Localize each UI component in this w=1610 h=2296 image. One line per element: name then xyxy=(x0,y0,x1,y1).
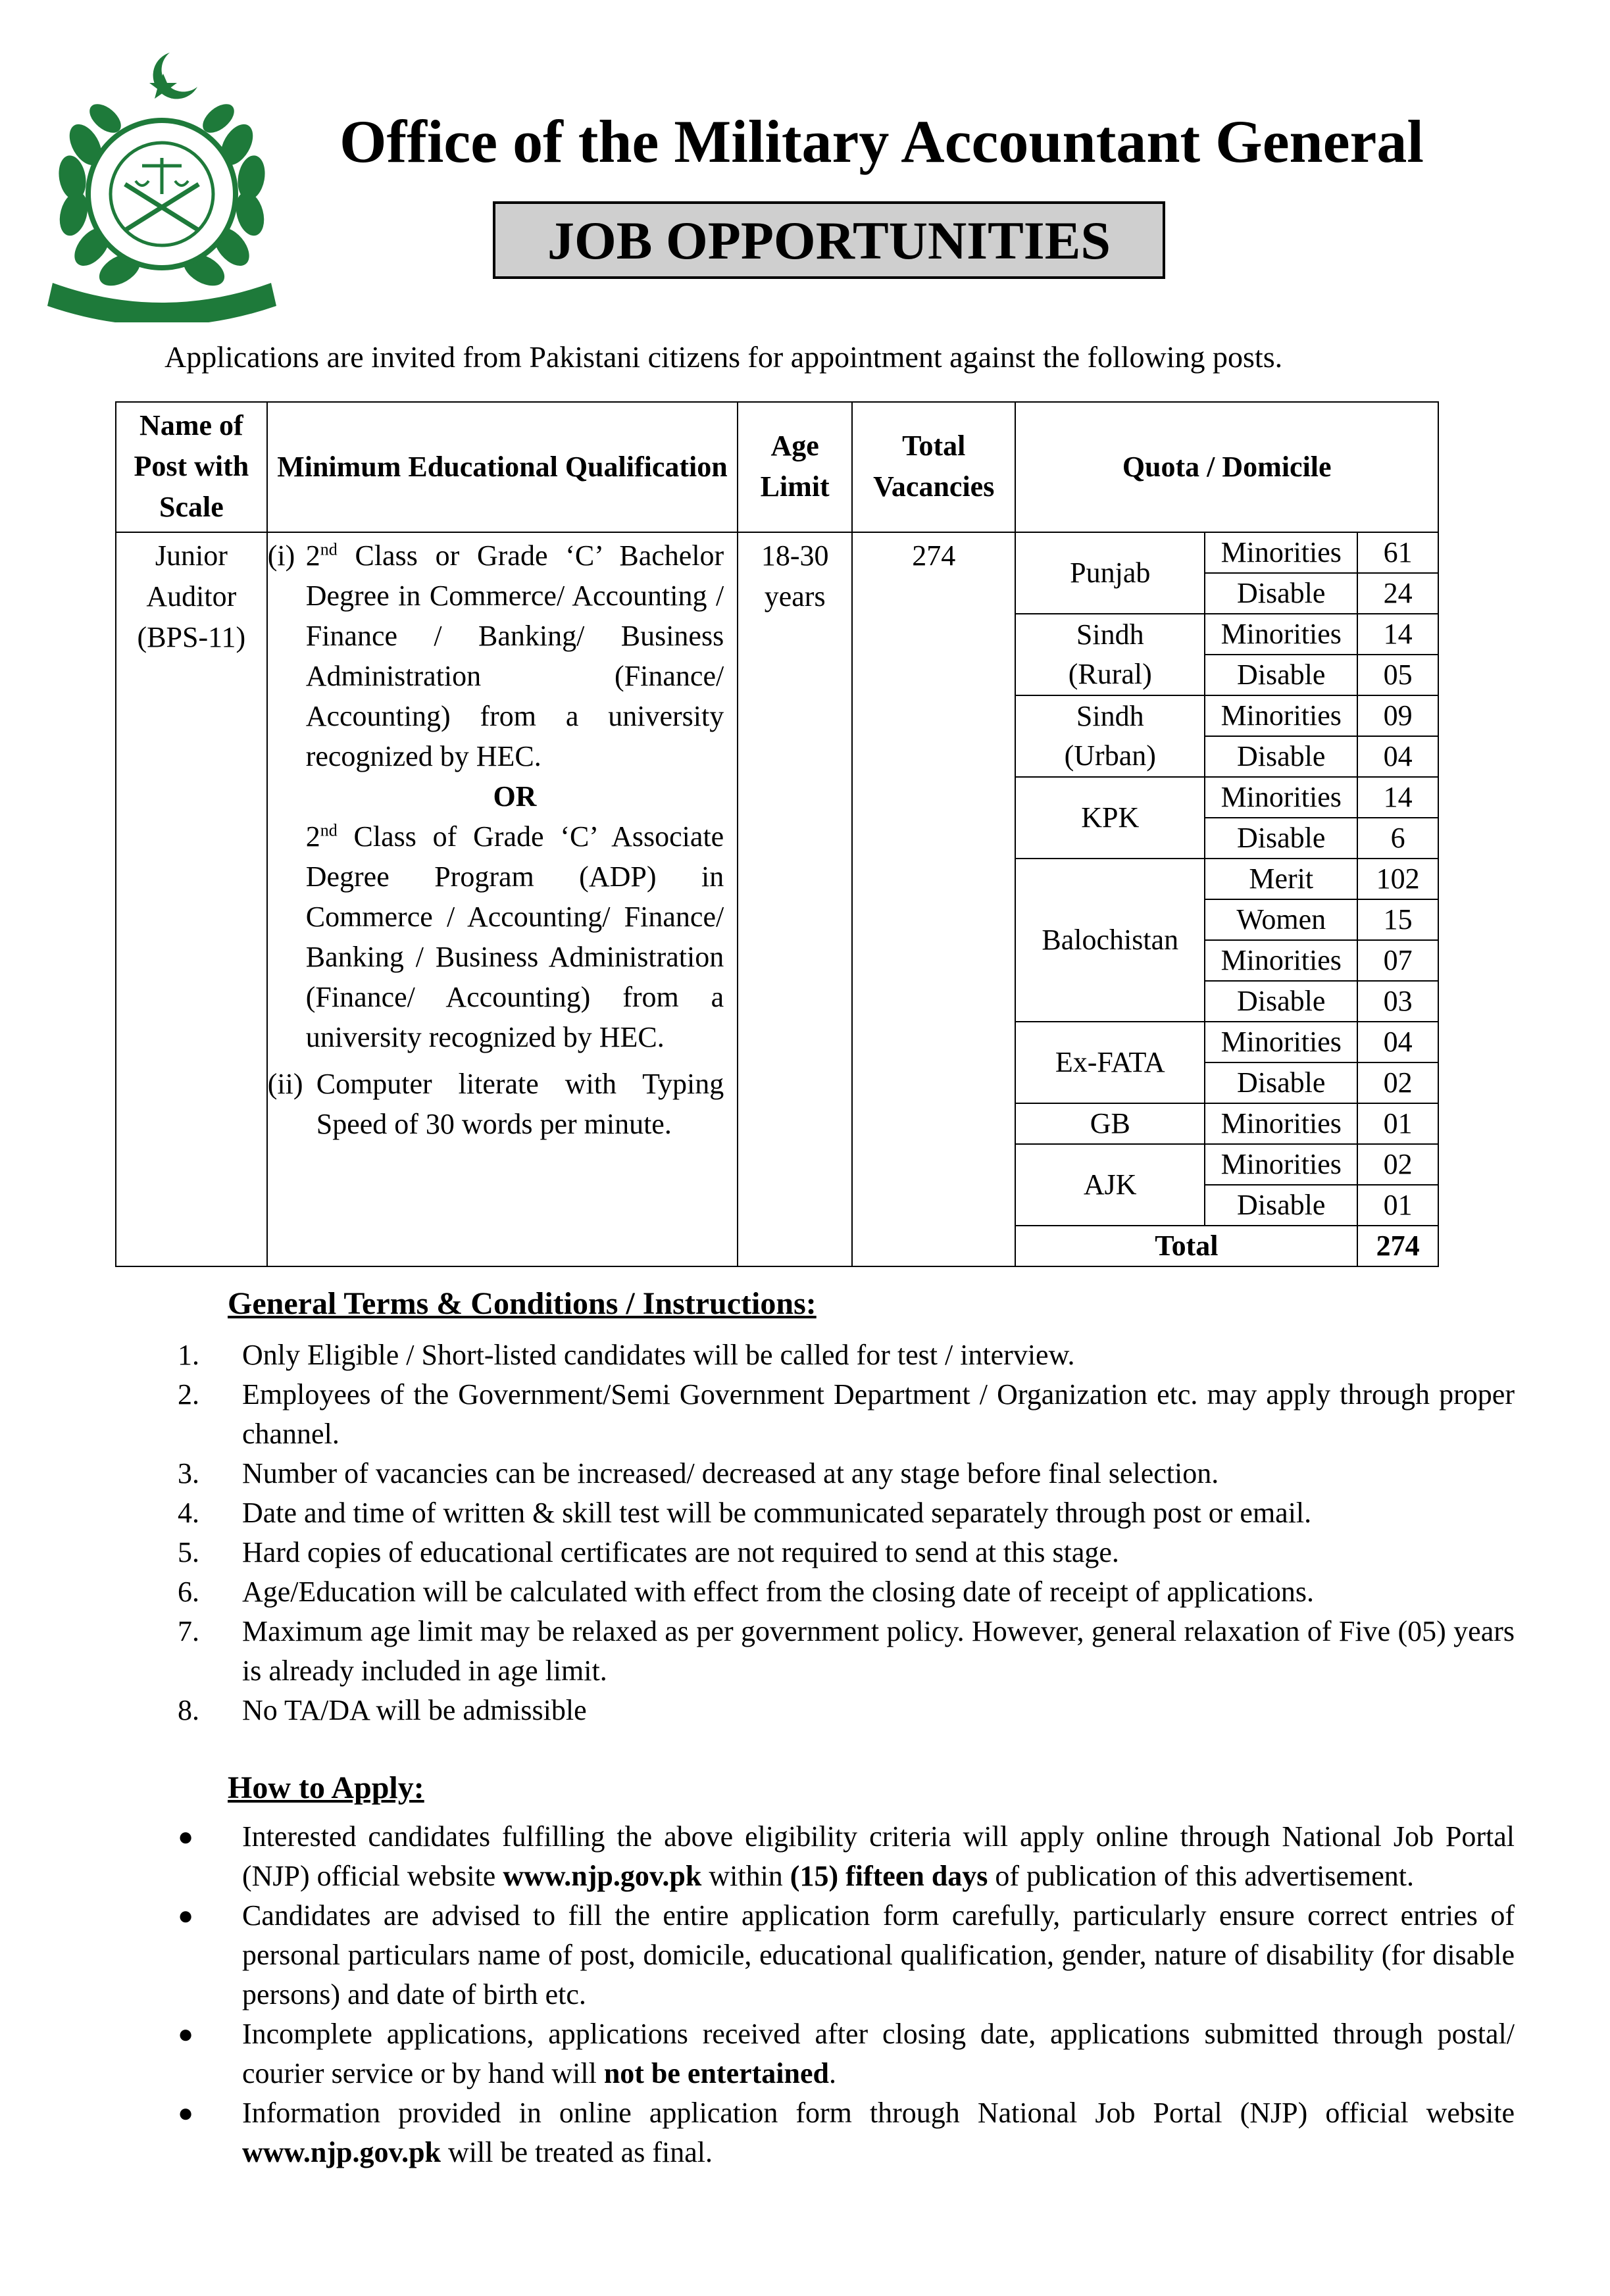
quota-total-value: 274 xyxy=(1357,1226,1438,1266)
list-item: 1. Only Eligible / Short-listed candidates will be called for test / interview. xyxy=(178,1339,1075,1371)
quota-count: 02 xyxy=(1357,1062,1438,1103)
qualification-or: OR xyxy=(493,780,537,812)
quota-row xyxy=(1016,695,1438,736)
quota-region: Punjab xyxy=(1016,533,1205,614)
njp-website-link[interactable]: www.njp.gov.pk xyxy=(242,2136,441,2168)
header-age: Age Limit xyxy=(738,402,852,532)
quota-count: 03 xyxy=(1357,981,1438,1022)
quota-category: Minorities xyxy=(1205,614,1357,655)
list-item: 3. Number of vacancies can be increased/ decreased at any stage before final selection. xyxy=(178,1457,1219,1489)
njp-website-link[interactable]: www.njp.gov.pk xyxy=(503,1860,702,1892)
quota-region: Sindh (Urban) xyxy=(1016,695,1205,777)
quota-total-row xyxy=(1016,1226,1438,1266)
list-item: 2. Employees of the Government/Semi Government Department / Organization etc. may apply through proper channel. xyxy=(178,1378,1515,1450)
quota-category: Minorities xyxy=(1205,533,1357,573)
quota-count: 04 xyxy=(1357,736,1438,777)
quota-count: 02 xyxy=(1357,1144,1438,1185)
quota-category: Minorities xyxy=(1205,940,1357,981)
quota-row xyxy=(1016,1103,1438,1144)
post-name: Junior Auditor (BPS-11) xyxy=(116,532,267,1266)
header-qualification: Minimum Educational Qualification xyxy=(267,402,738,532)
job-opportunities-banner: JOB OPPORTUNITIES xyxy=(493,201,1165,279)
page-title: Office of the Military Accountant General xyxy=(340,108,1424,175)
apply-list xyxy=(178,1817,1515,2172)
quota-count: 01 xyxy=(1357,1103,1438,1144)
quota-table xyxy=(1016,533,1438,1266)
quota-region: Sindh (Rural) xyxy=(1016,614,1205,695)
list-item: 5. Hard copies of educational certificates are not required to send at this stage. xyxy=(178,1536,1119,1568)
quota-region: GB xyxy=(1016,1103,1205,1144)
terms-heading: General Terms & Conditions / Instructions: xyxy=(228,1286,817,1321)
quota-category: Disable xyxy=(1205,573,1357,614)
quota-category: Merit xyxy=(1205,859,1357,899)
quota-category: Disable xyxy=(1205,1185,1357,1226)
quota-count: 09 xyxy=(1357,695,1438,736)
bullet-icon: ● xyxy=(178,1822,194,1851)
bullet-icon: ● xyxy=(178,1901,194,1930)
quota-count: 05 xyxy=(1357,655,1438,695)
quota-category: Minorities xyxy=(1205,1144,1357,1185)
list-item: 8. No TA/DA will be admissible xyxy=(178,1694,587,1726)
intro-text: Applications are invited from Pakistani citizens for appointment against the following posts. xyxy=(164,340,1283,374)
terms-list xyxy=(178,1335,1515,1730)
quota-count: 07 xyxy=(1357,940,1438,981)
quota-count: 14 xyxy=(1357,777,1438,818)
quota-region: Balochistan xyxy=(1016,859,1205,1022)
quota-category: Disable xyxy=(1205,981,1357,1022)
quota-count: 24 xyxy=(1357,573,1438,614)
quota-total-label: Total xyxy=(1016,1226,1357,1266)
quota-category: Minorities xyxy=(1205,777,1357,818)
quota-region: AJK xyxy=(1016,1144,1205,1226)
qualification-cell xyxy=(267,532,738,1266)
quota-category: Disable xyxy=(1205,736,1357,777)
quota-region: KPK xyxy=(1016,777,1205,859)
quota-category: Women xyxy=(1205,899,1357,940)
quota-row xyxy=(1016,859,1438,899)
qualification-item-1: (i) 2nd Class or Grade ‘C’ Bachelor Degree in Commerce/ Accounting / Finance / Banking/ Business Administration (Finance/ Accounting) from a university recognized by HEC. xyxy=(267,539,724,772)
quota-count: 102 xyxy=(1357,859,1438,899)
quota-row xyxy=(1016,533,1438,573)
quota-count: 01 xyxy=(1357,1185,1438,1226)
header-quota: Quota / Domicile xyxy=(1015,402,1438,532)
qualification-item-1b: 2nd Class of Grade ‘C’ Associate Degree Program (ADP) in Commerce / Accounting/ Finance/ Banking / Business Administration (Finance/ Accounting) from a university recognized by HEC. xyxy=(305,820,724,1053)
quota-count: 6 xyxy=(1357,818,1438,859)
emblem-icon xyxy=(46,46,283,322)
quota-row xyxy=(1016,1144,1438,1185)
table-row xyxy=(116,532,1438,1266)
header-vacancies: Total Vacancies xyxy=(852,402,1015,532)
quota-category: Disable xyxy=(1205,1062,1357,1103)
quota-count: 04 xyxy=(1357,1022,1438,1062)
bullet-icon: ● xyxy=(178,2098,194,2128)
list-item: ● Interested candidates fulfilling the above eligibility criteria will apply online through National Job Portal (NJP) official website www.njp.gov.pk within (15) fifteen days of publication of this advertisement. xyxy=(178,1817,1515,1896)
table-header-row xyxy=(116,402,1438,532)
quota-count: 61 xyxy=(1357,533,1438,573)
bullet-icon: ● xyxy=(178,2019,194,2049)
list-item: ● Incomplete applications, applications received after closing date, applications submitted through postal/ courier service or by hand will not be entertained. xyxy=(178,2014,1515,2093)
quota-category: Minorities xyxy=(1205,1103,1357,1144)
quota-category: Minorities xyxy=(1205,695,1357,736)
total-vacancies: 274 xyxy=(852,532,1015,1266)
quota-category: Minorities xyxy=(1205,1022,1357,1062)
qualification-item-2: (ii) Computer literate with Typing Speed of 30 words per minute. xyxy=(267,1068,724,1140)
how-to-apply-heading: How to Apply: xyxy=(228,1770,424,1805)
list-item: ● Information provided in online application form through National Job Portal (NJP) official website www.njp.gov.pk will be treated as final. xyxy=(178,2093,1515,2172)
quota-row xyxy=(1016,777,1438,818)
list-item: 4. Date and time of written & skill test will be communicated separately through post or email. xyxy=(178,1497,1312,1529)
quota-row xyxy=(1016,1022,1438,1062)
quota-count: 14 xyxy=(1357,614,1438,655)
list-item: ● Candidates are advised to fill the entire application form carefully, particularly ensure correct entries of personal particulars name of post, domicile, educational qualification, gender, nature of disability (for disable persons) and date of birth etc. xyxy=(178,1896,1515,2014)
quota-cell xyxy=(1015,532,1438,1266)
header-post: Name of Post with Scale xyxy=(116,402,267,532)
quota-count: 15 xyxy=(1357,899,1438,940)
quota-region: Ex-FATA xyxy=(1016,1022,1205,1103)
quota-category: Disable xyxy=(1205,655,1357,695)
quota-row xyxy=(1016,614,1438,655)
quota-category: Disable xyxy=(1205,818,1357,859)
list-item: 7. Maximum age limit may be relaxed as per government policy. However, general relaxation of Five (05) years is already included in age limit. xyxy=(178,1615,1515,1687)
list-item: 6. Age/Education will be calculated with effect from the closing date of receipt of applications. xyxy=(178,1576,1315,1608)
age-limit: 18-30 years xyxy=(738,532,852,1266)
posts-table xyxy=(115,401,1439,1267)
